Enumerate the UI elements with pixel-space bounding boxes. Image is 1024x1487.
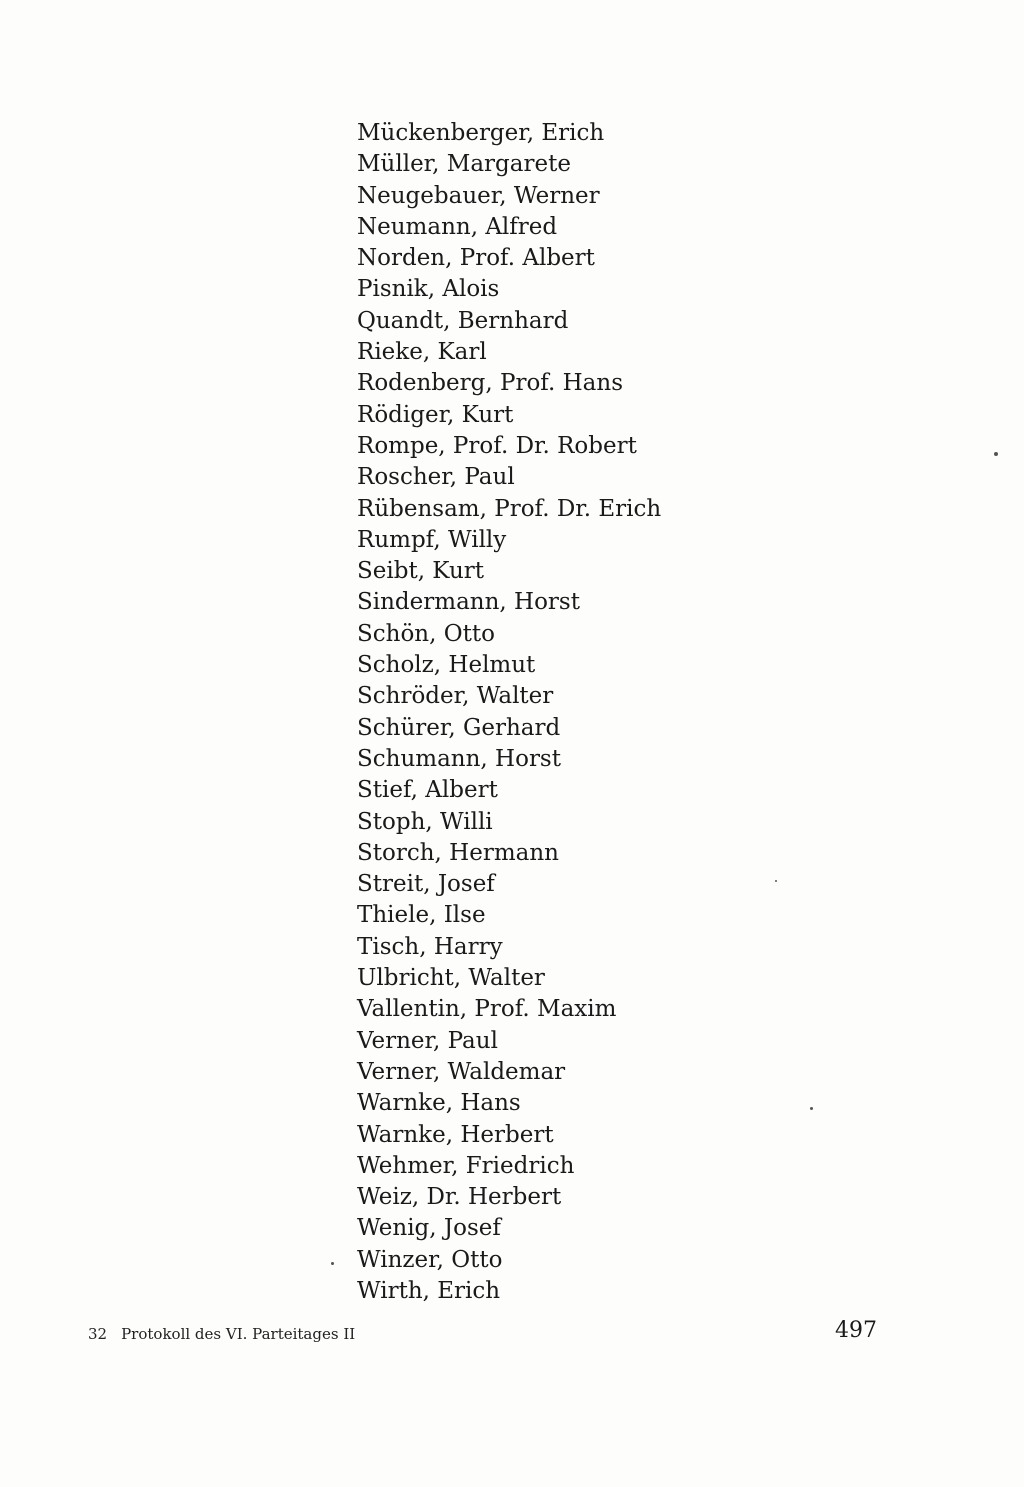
list-item: Wehmer, Friedrich [357, 1152, 575, 1179]
list-item: Schumann, Horst [357, 745, 561, 772]
list-item: Streit, Josef [357, 871, 495, 898]
list-item: Tisch, Harry [357, 933, 503, 960]
list-item: Stoph, Willi [357, 808, 493, 835]
list-item: Seibt, Kurt [357, 558, 485, 585]
scan-speck [775, 880, 777, 882]
list-item: Vallentin, Prof. Maxim [357, 996, 617, 1023]
list-item: Schröder, Walter [357, 683, 554, 710]
list-item: Stief, Albert [357, 777, 498, 804]
list-item: Roscher, Paul [357, 464, 515, 491]
list-item: Rieke, Karl [357, 339, 487, 366]
list-item: Müller, Margarete [357, 151, 571, 178]
list-item: Verner, Waldemar [357, 1058, 566, 1085]
footer-signature-line [88, 1325, 355, 1343]
list-item: Warnke, Hans [357, 1090, 521, 1117]
list-item: Sindermann, Horst [357, 589, 580, 616]
scan-speck [994, 452, 998, 456]
list-item: Schürer, Gerhard [357, 714, 561, 741]
list-item: Wenig, Josef [357, 1215, 501, 1242]
list-item: Rodenberg, Prof. Hans [357, 370, 624, 397]
scan-speck [810, 1107, 813, 1110]
list-item: Rübensam, Prof. Dr. Erich [357, 495, 662, 522]
list-item: Neugebauer, Werner [357, 182, 600, 209]
list-item: Warnke, Herbert [357, 1121, 554, 1148]
list-item: Norden, Prof. Albert [357, 245, 595, 272]
list-item: Rödiger, Kurt [357, 401, 514, 428]
list-item: Thiele, Ilse [357, 902, 486, 929]
list-item: Rumpf, Willy [357, 526, 507, 553]
list-item: Neumann, Alfred [357, 213, 558, 240]
list-item: Mückenberger, Erich [357, 120, 605, 146]
list-item: Wirth, Erich [357, 1277, 501, 1304]
list-item: Pisnik, Alois [357, 276, 500, 303]
list-item: Rompe, Prof. Dr. Robert [357, 432, 637, 459]
list-item: Storch, Hermann [357, 839, 559, 866]
list-item: Quandt, Bernhard [357, 307, 569, 334]
page-number: 497 [835, 1318, 877, 1343]
list-item: Schön, Otto [357, 620, 495, 647]
list-item: Scholz, Helmut [357, 652, 536, 679]
name-list [357, 118, 661, 1307]
footer-title: Protokoll des VI. Parteitages II [121, 1325, 356, 1343]
list-item: Ulbricht, Walter [357, 965, 545, 992]
scan-speck [331, 1262, 334, 1265]
sheet-signature: 32 [88, 1325, 108, 1343]
list-item: Verner, Paul [357, 1027, 498, 1054]
list-item: Weiz, Dr. Herbert [357, 1184, 562, 1211]
list-item: Winzer, Otto [357, 1246, 503, 1273]
